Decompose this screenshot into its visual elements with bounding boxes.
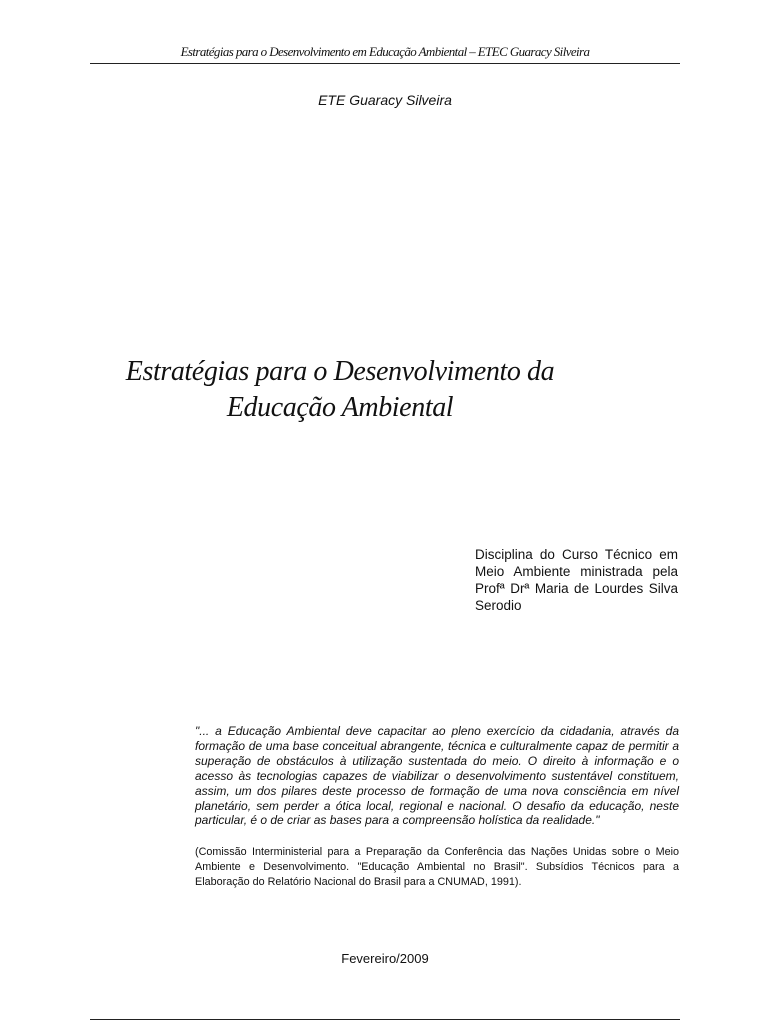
epigraph-source: (Comissão Interministerial para a Preparação da Conferência das Nações Unidas sobre o Meio Ambiente e Desenvolvimento. "Educação Ambiental no Brasil". Subsídios Técnicos para a Elaboração do Relatório Nacional do Brasil para a CNUMAD, 1991). bbox=[195, 846, 679, 888]
title-line-2: Educação Ambiental bbox=[226, 392, 454, 423]
document-title bbox=[90, 354, 680, 426]
header-rule bbox=[90, 63, 680, 64]
epigraph-quote: "... a Educação Ambiental deve capacitar ao pleno exercício da cidadania, através da formação de uma base conceitual abrangente, técnica e culturalmente capaz de permitir a superação de obstáculos à utilização sustentada do meio. O direito à informação e o acesso às tecnologias capazes de viabilizar o desenvolvimento sustentável constituem, assim, um dos pilares deste processo de formação de uma nova consciência em nível planetário, sem perder a ótica local, regional e nacional. O desafio da educação, neste particular, é o de criar as bases para a compreensão holística da realidade." bbox=[195, 724, 679, 828]
school-name: ETE Guaracy Silveira bbox=[318, 92, 452, 108]
running-header: Estratégias para o Desenvolvimento em Educação Ambiental – ETEC Guaracy Silveira bbox=[180, 44, 590, 59]
discipline-note: Disciplina do Curso Técnico em Meio Ambiente ministrada pela Profª Drª Maria de Lourdes Silva Serodio bbox=[475, 547, 678, 613]
footer-rule bbox=[90, 1019, 680, 1020]
title-line-1: Estratégias para o Desenvolvimento da bbox=[125, 356, 555, 387]
document-date: Fevereiro/2009 bbox=[341, 951, 429, 966]
